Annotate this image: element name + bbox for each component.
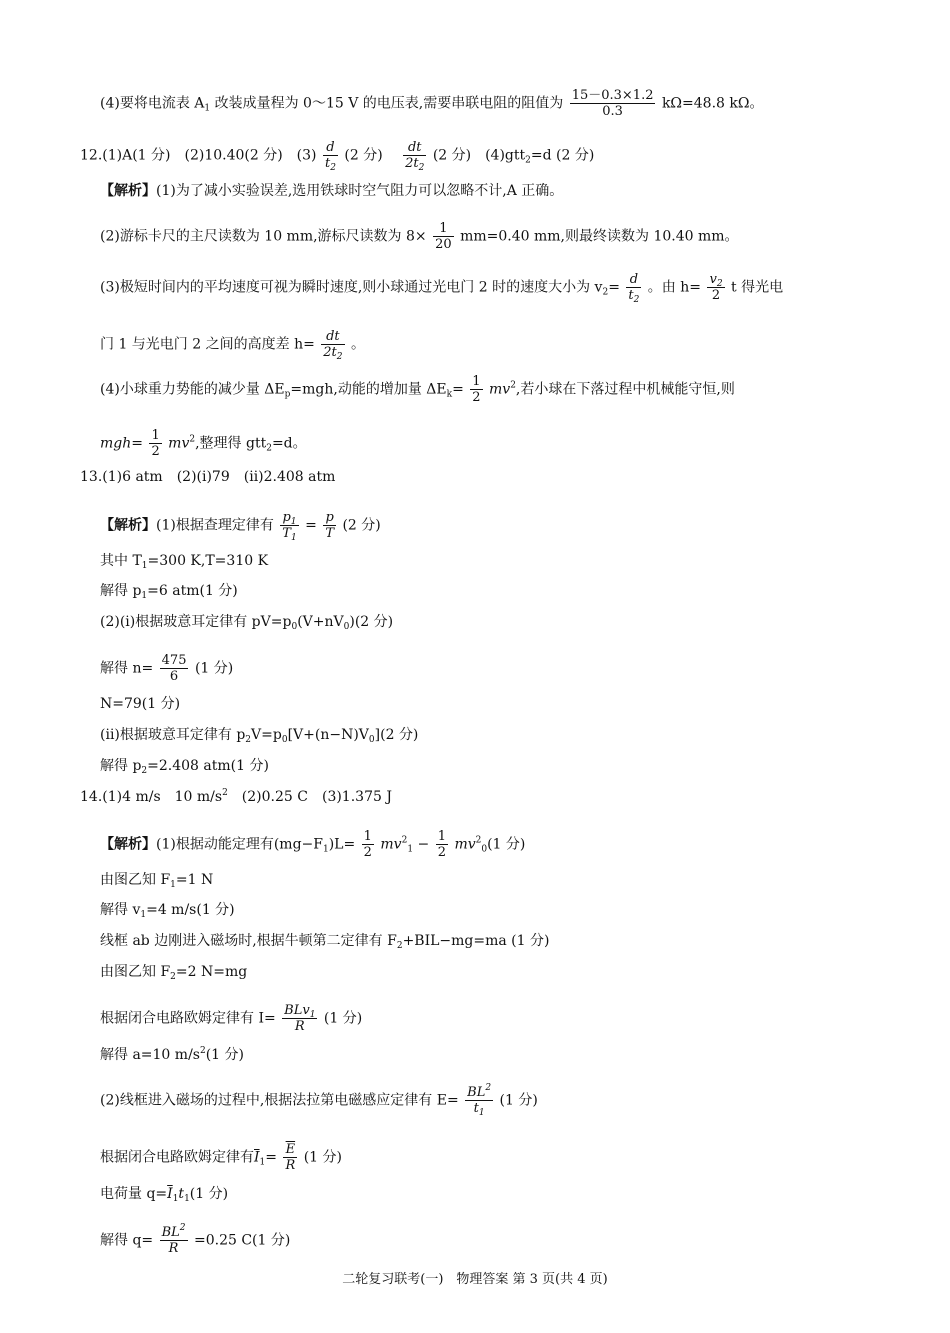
- fraction: $\frac{p_1}{T_1}$: [282, 510, 297, 543]
- analysis-14-10: 电荷量 $q=\overline{I}_1t_1(1$ 分): [100, 1186, 229, 1204]
- fraction: $\frac{BL^2}{t_1}$: [467, 1083, 492, 1118]
- analysis-14-6: 根据闭合电路欧姆定律有 I= $\frac{BLv_1}{R}$ (1 分): [100, 1003, 363, 1034]
- page-footer: 二轮复习联考(一) 物理答案 第 3 页(共 4 页): [342, 1272, 608, 1287]
- fraction: $\frac{dt}{2t_2}$: [405, 140, 425, 173]
- fraction: $\frac{1}{2}$: [363, 829, 372, 860]
- fraction: $\frac{1}{2}$: [437, 829, 446, 860]
- fraction: $\frac{d}{t_2}$: [628, 272, 640, 305]
- fraction: $\frac{p}{T}$: [325, 510, 335, 541]
- fraction: $\frac{BLv_1}{R}$: [284, 1003, 316, 1034]
- analysis-13-1: 【解析】(1)根据查理定律有 $\frac{p_1}{T_1}$ = $\frac{p}{T}$ (2 分): [100, 510, 381, 543]
- answer-13: 13.(1)6 atm (2)(ⅰ)79 (ⅱ)2.408 atm: [80, 469, 336, 485]
- fraction: $\frac{15-0.3\times 1.2}{0.3}$: [571, 88, 654, 119]
- analysis-12-3b: 门 1 与光电门 2 之间的高度差 h= $\frac{dt}{2t_2}$ 。: [100, 329, 365, 362]
- answer-12: 12.(1)A(1 分) (2)10.40(2 分) (3) $\frac{d}{t_2}$ (2 分) $\frac{dt}{2t_2}$ (2 分) (4)gtt$_2$=d (2 分): [80, 140, 595, 173]
- fraction: $\frac{1}{20}$: [435, 221, 452, 252]
- analysis-12-2: (2)游标卡尺的主尺读数为 10 mm,游标尺读数为 8× $\frac{1}{20}$ mm=0.40 mm,则最终读数为 10.40 mm。: [100, 221, 739, 252]
- analysis-14-7: 解得 a=10 $m/s^2(1$ 分): [100, 1046, 244, 1063]
- analysis-12-1: 【解析】(1)为了减小实验误差,选用铁球时空气阻力可以忽略不计,A 正确。: [100, 183, 564, 199]
- fraction: $\frac{BL^2}{R}$: [161, 1223, 186, 1256]
- analysis-14-2: 由图乙知 $F_1=1$ N: [100, 872, 214, 890]
- answer-14: 14.(1)4 m/s 10 $m/s^2$ (2)0.25 C (3)1.375 J: [80, 788, 392, 805]
- fraction: $\frac{dt}{2t_2}$: [323, 329, 343, 362]
- analysis-13-8: 解得 $p_2=2.408$ atm(1 分): [100, 758, 269, 776]
- analysis-13-4: (2)(ⅰ)根据玻意耳定律有 $pV=p_0(V+nV_0)(2$ 分): [100, 614, 394, 632]
- analysis-14-8: (2)线框进入磁场的过程中,根据法拉第电磁感应定律有 E= $\frac{BL^2}{t_1}$ (1 分): [100, 1083, 538, 1118]
- analysis-14-9: 根据闭合电路欧姆定律有$\overline{I}_1=$ $\frac{\overline{E}}{R}$ (1 分): [100, 1142, 342, 1173]
- analysis-14-3: 解得 $v_1=4$ m/s(1 分): [100, 902, 235, 920]
- fraction: $\frac{1}{2}$: [151, 428, 160, 459]
- analysis-13-7: (ⅱ)根据玻意耳定律有 $p_2V=p_0[V+(n-N)V_0](2$ 分): [100, 727, 419, 745]
- analysis-12-4a: (4)小球重力势能的减少量 $\Delta E_p=mgh$,动能的增加量 $\Delta E_k=$ $\frac{1}{2}$ $mv^2$,若小球在下落过程中机械能守恒,则: [100, 374, 735, 405]
- analysis-12-4b: mgh= $\frac{1}{2}$ $mv^2$,整理得 gtt$_2$=d。: [100, 428, 307, 459]
- analysis-13-5: 解得 n= $\frac{475}{6}$ (1 分): [100, 653, 234, 684]
- analysis-14-11: 解得 q= $\frac{BL^2}{R}$ =0.25 C(1 分): [100, 1223, 291, 1256]
- analysis-14-5: 由图乙知 $F_2=2$ N=mg: [100, 964, 248, 982]
- analysis-14-1: 【解析】(1)根据动能定理有$(mg-F_1)L=$ $\frac{1}{2}$ $mv^2_1$ − $\frac{1}{2}$ $mv^2_0(1$ 分): [100, 829, 526, 860]
- fraction: $\frac{v_2}{2}$: [709, 272, 723, 303]
- line-11-4: (4)要将电流表 $A_1$ 改装成量程为 0～15 V 的电压表,需要串联电阻的阻值为 $\frac{15-0.3\times 1.2}{0.3}$ kΩ=48.8 kΩ。: [100, 88, 764, 119]
- analysis-12-3a: (3)极短时间内的平均速度可视为瞬时速度,则小球通过光电门 2 时的速度大小为 $v_2=$ $\frac{d}{t_2}$ 。由 h= $\frac{v_2}{2}$ t 得光电: [100, 272, 784, 305]
- analysis-13-2: 其中 $T_1=300$ K,T=310 K: [100, 553, 269, 571]
- fraction: $\frac{\overline{E}}{R}$: [285, 1142, 296, 1173]
- fraction: $\frac{d}{t_2}$: [324, 140, 336, 173]
- analysis-13-3: 解得 $p_1=6$ atm(1 分): [100, 583, 238, 601]
- analysis-14-4: 线框 ab 边刚进入磁场时,根据牛顿第二定律有 $F_2+BIL-mg=ma$ (1 分): [100, 933, 550, 951]
- fraction: $\frac{1}{2}$: [472, 374, 481, 405]
- fraction: $\frac{475}{6}$: [161, 653, 187, 684]
- analysis-13-6: N=79(1 分): [100, 696, 181, 712]
